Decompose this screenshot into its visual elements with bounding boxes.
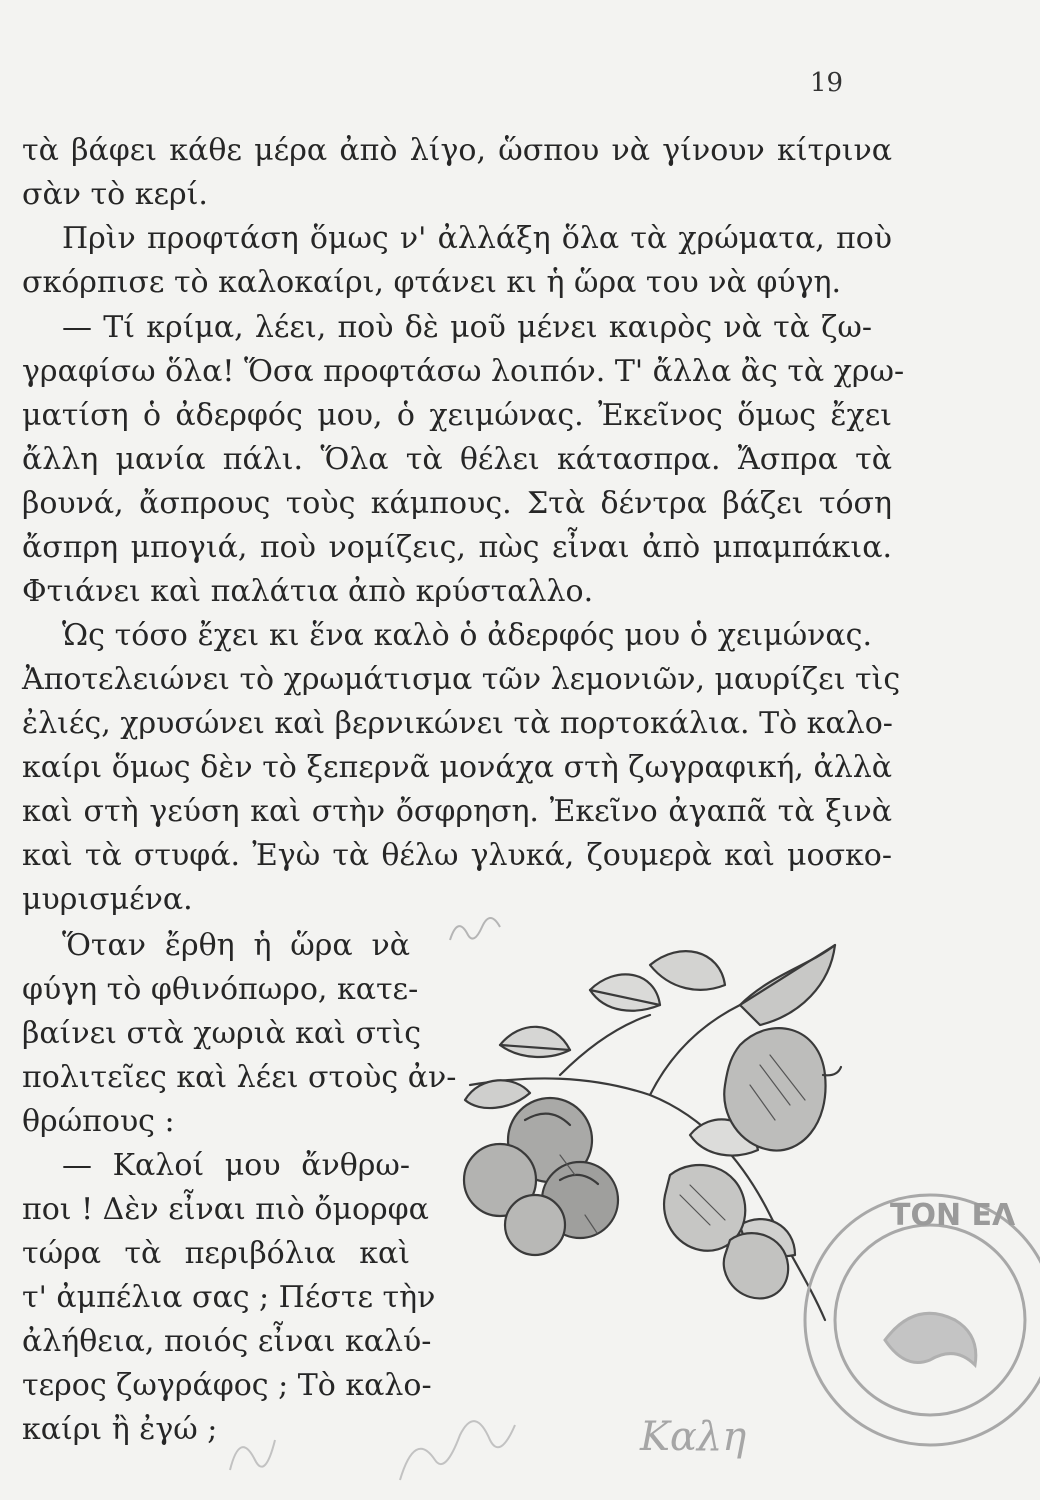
text-line: πολιτεῖες καὶ λέει στοὺς ἀν- <box>22 1060 457 1095</box>
text-line: — Καλοί μου ἄνθρω- <box>62 1148 410 1183</box>
text-line: ἐλιές, χρυσώνει καὶ βερνικώνει τὰ πορτοκάλια. Τὸ καλο- <box>22 706 893 741</box>
text-line: βαίνει στὰ χωριὰ καὶ στὶς <box>22 1016 422 1051</box>
text-line: ματίση ὁ ἀδερφός μου, ὁ χειμώνας. Ἐκεῖνος ὅμως ἔχει <box>22 398 892 433</box>
text-line: Φτιάνει καὶ παλάτια ἀπὸ κρύσταλλο. <box>22 574 594 609</box>
text-line: βουνά, ἄσπρους τοὺς κάμπους. Στὰ δέντρα βάζει τόση <box>22 486 892 521</box>
text-line: ποι ! Δὲν εἶναι πιὸ ὄμορφα <box>22 1192 429 1227</box>
text-line: Ὡς τόσο ἔχει κι ἕνα καλὸ ὁ ἀδερφός μου ὁ χειμώνας. <box>62 618 872 653</box>
text-line: καὶ στὴ γεύση καὶ στὴν ὄσφρηση. Ἐκεῖνο ἀγαπᾶ τὰ ξινὰ <box>22 794 892 829</box>
text-line: γραφίσω ὅλα! Ὅσα προφτάσω λοιπόν. Τ' ἄλλα ἂς τὰ χρω- <box>22 354 905 389</box>
text-line: τερος ζωγράφος ; Τὸ καλο- <box>22 1368 432 1403</box>
text-line: καίρι ἢ ἐγώ ; <box>22 1412 218 1447</box>
text-line: ἄλλη μανία πάλι. Ὅλα τὰ θέλει κάτασπρα. Ἄσπρα τὰ <box>22 442 892 477</box>
text-line: φύγη τὸ φθινόπωρο, κατε- <box>22 972 419 1007</box>
stamp-text: ΤΟΝ ΕΛ <box>890 1198 1016 1233</box>
text-line: σκόρπισε τὸ καλοκαίρι, φτάνει κι ἡ ὥρα του νὰ φύγη. <box>22 265 842 300</box>
text-line: καὶ τὰ στυφά. Ἐγὼ τὰ θέλω γλυκά, ζουμερὰ καὶ μοσκο- <box>22 838 892 873</box>
text-line: ἄσπρη μπογιά, ποὺ νομίζεις, πὼς εἶναι ἀπὸ μπαμπάκια. <box>22 530 892 565</box>
text-line: Ὅταν ἔρθη ἡ ὥρα νὰ <box>62 928 410 963</box>
text-line: καίρι ὅμως δὲν τὸ ξεπερνᾶ μονάχα στὴ ζωγραφική, ἀλλὰ <box>22 750 892 785</box>
text-line: — Τί κρίμα, λέει, ποὺ δὲ μοῦ μένει καιρὸς νὰ τὰ ζω- <box>62 310 872 345</box>
library-stamp <box>780 1180 1040 1500</box>
text-line: μυρισμένα. <box>22 882 193 917</box>
text-line: ἀλήθεια, ποιός εἶναι καλύ- <box>22 1324 432 1359</box>
page-number: 19 <box>810 68 844 98</box>
text-line: θρώπους : <box>22 1104 175 1139</box>
text-line: σὰν τὸ κερί. <box>22 177 208 212</box>
text-line: Πρὶν προφτάση ὅμως ν' ἀλλάξη ὅλα τὰ χρώματα, ποὺ <box>62 221 892 256</box>
text-line: Ἀποτελειώνει τὸ χρωμάτισμα τῶν λεμονιῶν, μαυρίζει τὶς <box>22 662 901 697</box>
text-line: τὰ βάφει κάθε μέρα ἀπὸ λίγο, ὥσπου νὰ γίνουν κίτρινα <box>22 133 892 168</box>
handwritten-notes <box>200 1360 747 1500</box>
text-line: τ' ἀμπέλια σας ; Πέστε τὴν <box>22 1280 436 1315</box>
handwriting-text: Καλη <box>640 1414 747 1460</box>
text-line: τώρα τὰ περιβόλια καὶ <box>22 1236 410 1271</box>
